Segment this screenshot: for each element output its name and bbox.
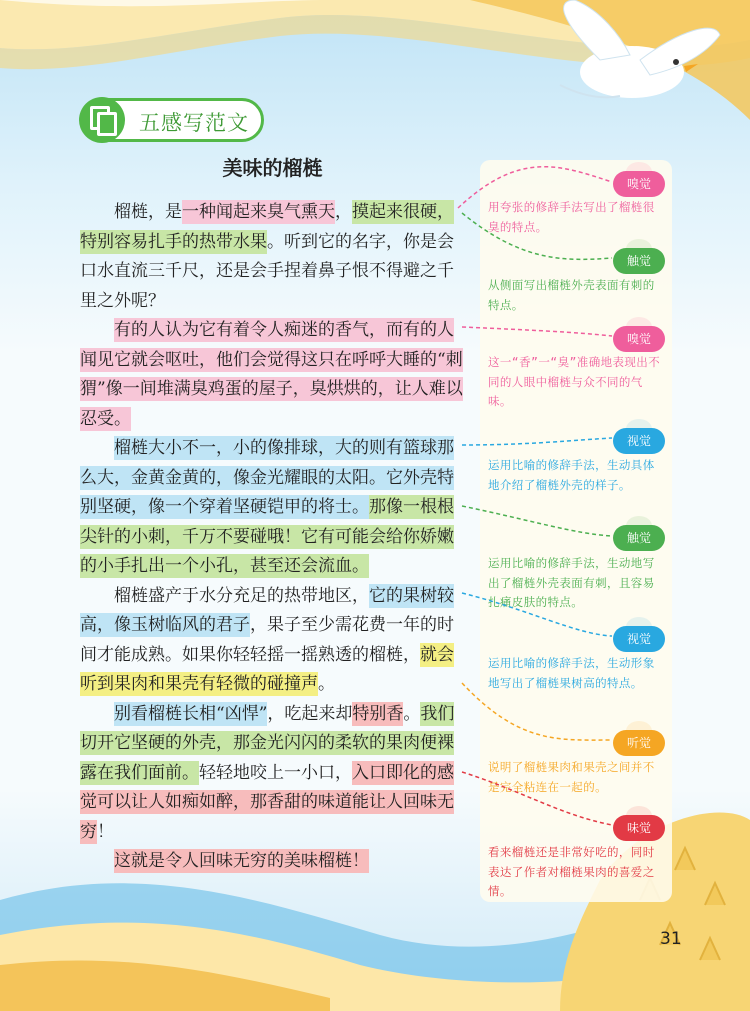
note-text: 运用比喻的修辞手法，生动具体地介绍了榴梿外壳的样子。: [488, 458, 655, 492]
paragraph-1: [80, 198, 468, 316]
highlight-touch: 那像一根根尖针的小刺，千万不要碰哦！它有可能会给你娇嫩的小手扎出一个小孔，甚至还会流血。: [80, 497, 454, 576]
section-tag-label: 五感写范文: [139, 111, 249, 135]
cloud-label-touch: 触觉: [613, 248, 665, 274]
text-run: ！: [97, 821, 114, 842]
paragraph-4: [80, 582, 468, 700]
cloud-label-taste: 味觉: [613, 815, 665, 841]
cloud-label-sight: 视觉: [613, 626, 665, 652]
highlight-hearing: 就会听到果肉和果壳有轻微的碰撞声: [80, 644, 454, 694]
highlight-touch: 我们切开它坚硬的外壳，那金光闪闪的柔软的果肉便裸露在我们面前。: [80, 703, 455, 783]
highlight-touch: 摸起来很硬，: [352, 202, 454, 222]
highlight-smell: 有的人认为它有着令人痴迷的香气，而有的人闻见它就会呕吐，他们会觉得这只在呼呼大睡的“刺猬”像一间堆满臭鸡蛋的屋子，臭烘烘的，让人难以忍受。: [80, 320, 463, 429]
text-run: 。听到它的名字，你是会口水直流三千尺，还是会手捏着鼻子恨不得避之千里之外呢？: [80, 231, 454, 311]
highlight-sight: 它的果树较高，像玉树临风的君子: [80, 585, 454, 635]
page-number: 31: [660, 929, 682, 949]
highlight-touch: 特别容易扎手的热带水果: [80, 231, 267, 252]
cloud-label-smell: 嗅觉: [613, 326, 665, 352]
paragraph-2: [80, 316, 468, 434]
note-text: 从侧面写出榴梿外壳表面有刺的特点。: [488, 278, 655, 312]
paragraph-3: [80, 434, 468, 582]
text-run: ，吃起来却: [267, 703, 353, 724]
note-text: 说明了榴梿果肉和果壳之间并不是完全粘连在一起的。: [488, 760, 655, 794]
highlight-sight: 榴梿大小不一，小的像排球，大的则有篮球那么大，金黄金黄的，像金光耀眼的太阳。它外壳特别坚硬，像一个穿着坚硬铠甲的将士。: [80, 438, 454, 517]
cloud-label-smell: 嗅觉: [613, 171, 665, 197]
highlight-smell: 一种闻起来臭气熏天: [182, 202, 335, 222]
article-title: 美味的榴梿: [222, 156, 323, 180]
highlight-taste: 这就是令人回味无穷的美味榴梿！: [114, 851, 369, 871]
highlight-sight: 别看榴梿长相“凶悍”: [114, 703, 268, 724]
cloud-label-touch: 触觉: [613, 525, 665, 551]
cloud-label-hearing: 听觉: [613, 730, 665, 756]
paragraph-5: [80, 700, 468, 848]
paragraph-6: [80, 847, 468, 877]
note-text: 运用比喻的修辞手法，生动地写出了榴梿外壳表面有刺，且容易扎痛皮肤的特点。: [488, 556, 655, 609]
section-tag: [80, 98, 264, 142]
text-run: 。: [318, 674, 335, 694]
cloud-label-sight: 视觉: [613, 428, 665, 454]
text-run: ，: [335, 202, 352, 222]
highlight-taste: 特别香: [352, 703, 404, 724]
text-run: 。: [403, 703, 421, 724]
note-text: 用夸张的修辞手法写出了榴梿很臭的特点。: [488, 200, 655, 234]
text-run: 轻轻地咬上一小口，: [199, 762, 352, 783]
note-text: 运用比喻的修辞手法，生动形象地写出了榴梿果树高的特点。: [488, 656, 655, 690]
text-run: 榴梿，是: [114, 202, 182, 222]
note-text: 看来榴梿还是非常好吃的，同时表达了作者对榴梿果肉的喜爱之情。: [488, 845, 655, 898]
note-text: 这一“香”一“臭”准确地表现出不同的人眼中榴梿与众不同的气味。: [488, 355, 661, 408]
highlight-taste: 入口即化的感觉可以让人如痴如醉，那香甜的味道能让人回味无穷: [80, 762, 454, 842]
book-icon: [79, 97, 125, 143]
article-body: [80, 198, 468, 877]
text-run: 榴梿盛产于水分充足的热带地区，: [114, 585, 369, 606]
text-run: ，果子至少需花费一年的时间才能成熟。如果你轻轻摇一摇熟透的榴梿，: [80, 615, 454, 665]
